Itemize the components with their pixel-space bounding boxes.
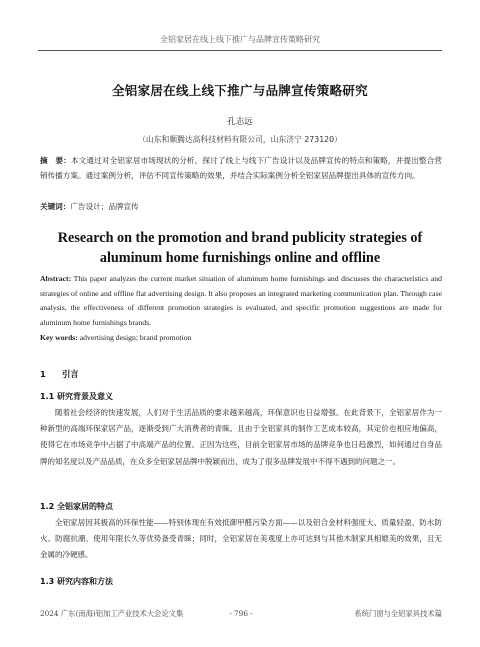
paragraph-1-2: 全铝家居因其极高的环保性能——特别体现在有效抵御甲醛污染方面——以及铝合金材料强度大、质量轻盈、防水防火、防腐抗潮、使用年限长久等优势备受青睐；同时，全铝家居在美观度上亦可达到与其他木制家具相媲美的效果，且无金属的冷硬感。	[40, 518, 442, 560]
header-rule	[38, 50, 442, 51]
footer-section: 系统门窗与全铝家具技术篇	[354, 609, 442, 618]
subsection-heading-1-2: 1.2 全铝家居的特点	[40, 502, 113, 511]
author-name: 孔志远	[227, 117, 253, 127]
footer-proceedings: 2024 广东(南海)铝加工产业技术大会论文集	[40, 609, 184, 618]
abstract-label-zh: 摘 要：	[40, 156, 71, 165]
subsection-heading-1-3: 1.3 研究内容和方法	[40, 577, 113, 586]
english-keywords	[40, 333, 442, 342]
chinese-title: 全铝家居在线上线下推广与品牌宣传策略研究	[111, 83, 368, 98]
keywords-text-zh: 广告设计；品牌宣传	[70, 202, 139, 211]
paragraph-1-1: 随着社会经济的快速发展，人们对于生活品质的要求越来越高，环保意识也日益增强。在此背景下，全铝家居作为一种新型的高端环保家居产品，逐渐受到广大消费者的青睐。且由于全铝家具的制作工艺成本较高，其定价也相应地偏高，使得它在市场竞争中占据了中高端产品的位置。正因为这些，目前全铝家居市场的品牌竞争也日趋激烈，如何通过自身品牌的知名度以及产品品质，在众多全铝家居品牌中脱颖而出，成为了很多品牌发展中不得不遇到的问题之一。	[40, 408, 442, 466]
page-number: - 796 -	[229, 609, 253, 618]
abstract-text-zh: 本文通过对全铝家居市场现状的分析，探讨了线上与线下广告设计以及品牌宣传的特点和策略，并提出整合营销传播方案。通过案例分析，评估不同宣传策略的效果，并结合实际案例分析全铝家居品牌提出具体的宣传方向。	[40, 156, 442, 180]
keywords-label-zh: 关键词：	[40, 202, 71, 211]
page-footer	[40, 609, 442, 621]
affiliation: （山东和顺腾达高科技材料有限公司，山东济宁 273120）	[138, 135, 342, 144]
english-title: Research on the promotion and brand publicity strategies of aluminum home furnishings online and offline	[57, 230, 423, 266]
subsection-heading-1-1: 1.1 研究背景及意义	[40, 392, 113, 401]
chinese-abstract	[40, 153, 442, 183]
chinese-keywords	[40, 201, 442, 212]
keywords-text-en: advertising design; brand promotion	[77, 333, 192, 342]
keywords-label-en: Key words:	[40, 333, 78, 342]
section-number: 1	[40, 369, 46, 379]
abstract-label-en: Abstract:	[40, 274, 72, 283]
section-heading	[40, 368, 79, 380]
abstract-text-en: This paper analyzes the current market situation of aluminum home furnishings and discusses the characteristics and strategies of online and offline flat advertising design. It also proposes an integrated marketing communication plan. Through case analysis, the effectiveness of different promotion strategies is evaluated, and specific promotion suggestions are made for aluminum home furnishings brands.	[40, 274, 442, 327]
english-abstract	[40, 272, 442, 330]
section-title: 引言	[62, 369, 79, 379]
running-head: 全铝家居在线上线下推广与品牌宣传策略研究	[160, 35, 320, 44]
